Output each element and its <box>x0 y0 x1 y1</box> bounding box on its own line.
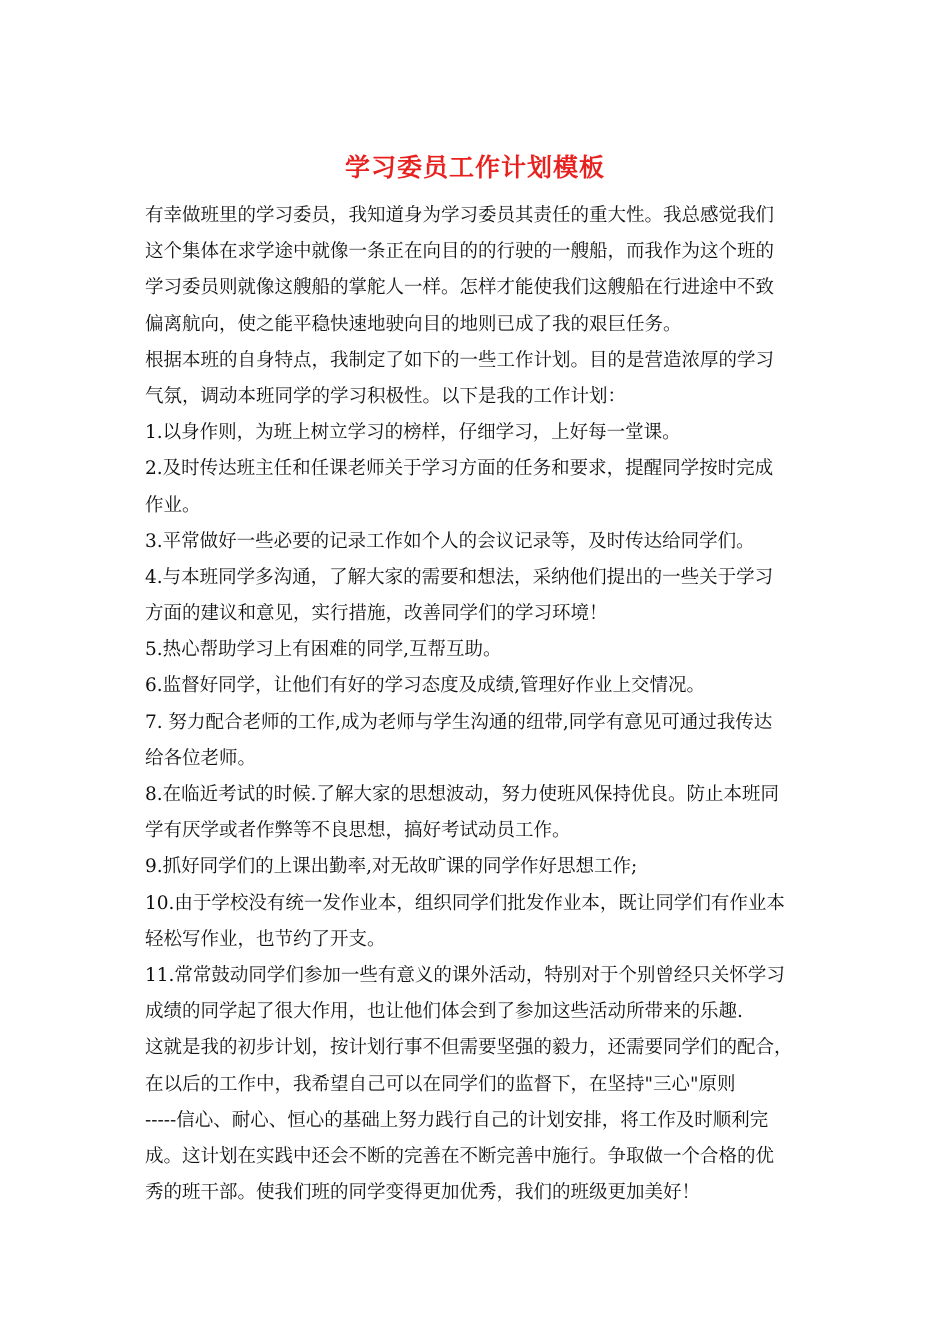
document-body <box>145 198 825 1211</box>
body-line: -----信心、耐心、恒心的基础上努力践行自己的计划安排，将工作及时顺利完 <box>145 1109 769 1131</box>
body-line: 学有厌学或者作弊等不良思想，搞好考试动员工作。 <box>145 820 571 842</box>
body-line: 方面的建议和意见，实行措施，改善同学们的学习环境！ <box>145 603 608 625</box>
list-item: 4.与本班同学多沟通，了解大家的需要和想法，采纳他们提出的一些关于学习 <box>145 566 774 588</box>
body-line: 根据本班的自身特点，我制定了如下的一些工作计划。目的是营造浓厚的学习 <box>145 349 775 371</box>
list-item: 10.由于学校没有统一发作业本，组织同学们批发作业本，既让同学们有作业本 <box>145 892 785 914</box>
body-line: 给各位老师。 <box>145 747 257 769</box>
list-item: 1.以身作则，为班上树立学习的榜样，仔细学习，上好每一堂课。 <box>145 422 681 444</box>
body-line: 作业。 <box>145 494 201 516</box>
body-line: 这个集体在求学途中就像一条正在向目的的行驶的一艘船，而我作为这个班的 <box>145 241 775 263</box>
body-line: 成绩的同学起了很大作用，也让他们体会到了参加这些活动所带来的乐趣. <box>145 1001 743 1023</box>
list-item: 9.抓好同学们的上课出勤率,对无故旷课的同学作好思想工作; <box>145 856 638 878</box>
body-line: 这就是我的初步计划，按计划行事不但需要坚强的毅力，还需要同学们的配合， <box>145 1037 793 1059</box>
body-line: 秀的班干部。使我们班的同学变得更加优秀，我们的班级更加美好！ <box>145 1182 701 1204</box>
body-line: 在以后的工作中，我希望自己可以在同学们的监督下，在坚持"三心"原则 <box>145 1073 736 1095</box>
body-line: 偏离航向，使之能平稳快速地驶向目的地则已成了我的艰巨任务。 <box>145 313 682 335</box>
list-item: 8.在临近考试的时候.了解大家的思想波动，努力使班风保持优良。防止本班同 <box>145 784 780 805</box>
list-item: 3.平常做好一些必要的记录工作如个人的会议记录等，及时传达给同学们。 <box>145 530 755 552</box>
body-line: 有幸做班里的学习委员，我知道身为学习委员其责任的重大性。我总感觉我们 <box>145 205 775 226</box>
document-title: 学习委员工作计划模板 <box>344 153 605 182</box>
body-line: 轻松写作业，也节约了开支。 <box>145 928 386 950</box>
list-item: 7. 努力配合老师的工作,成为老师与学生沟通的纽带,同学有意见可通过我传达 <box>145 711 773 733</box>
body-line: 气氛，调动本班同学的学习积极性。以下是我的工作计划： <box>145 385 627 407</box>
list-item: 2.及时传达班主任和任课老师关于学习方面的任务和要求，提醒同学按时完成 <box>145 458 774 480</box>
body-line: 学习委员则就像这艘船的掌舵人一样。怎样才能使我们这艘船在行进途中不致 <box>145 277 775 299</box>
body-line: 成。这计划在实践中还会不断的完善在不断完善中施行。争取做一个合格的优 <box>145 1145 775 1167</box>
list-item: 5.热心帮助学习上有困难的同学,互帮互助。 <box>145 639 502 661</box>
list-item: 6.监督好同学，让他们有好的学习态度及成绩,管理好作业上交情况。 <box>145 675 706 697</box>
list-item: 11.常常鼓动同学们参加一些有意义的课外活动，特别对于个别曾经只关怀学习 <box>145 964 785 986</box>
